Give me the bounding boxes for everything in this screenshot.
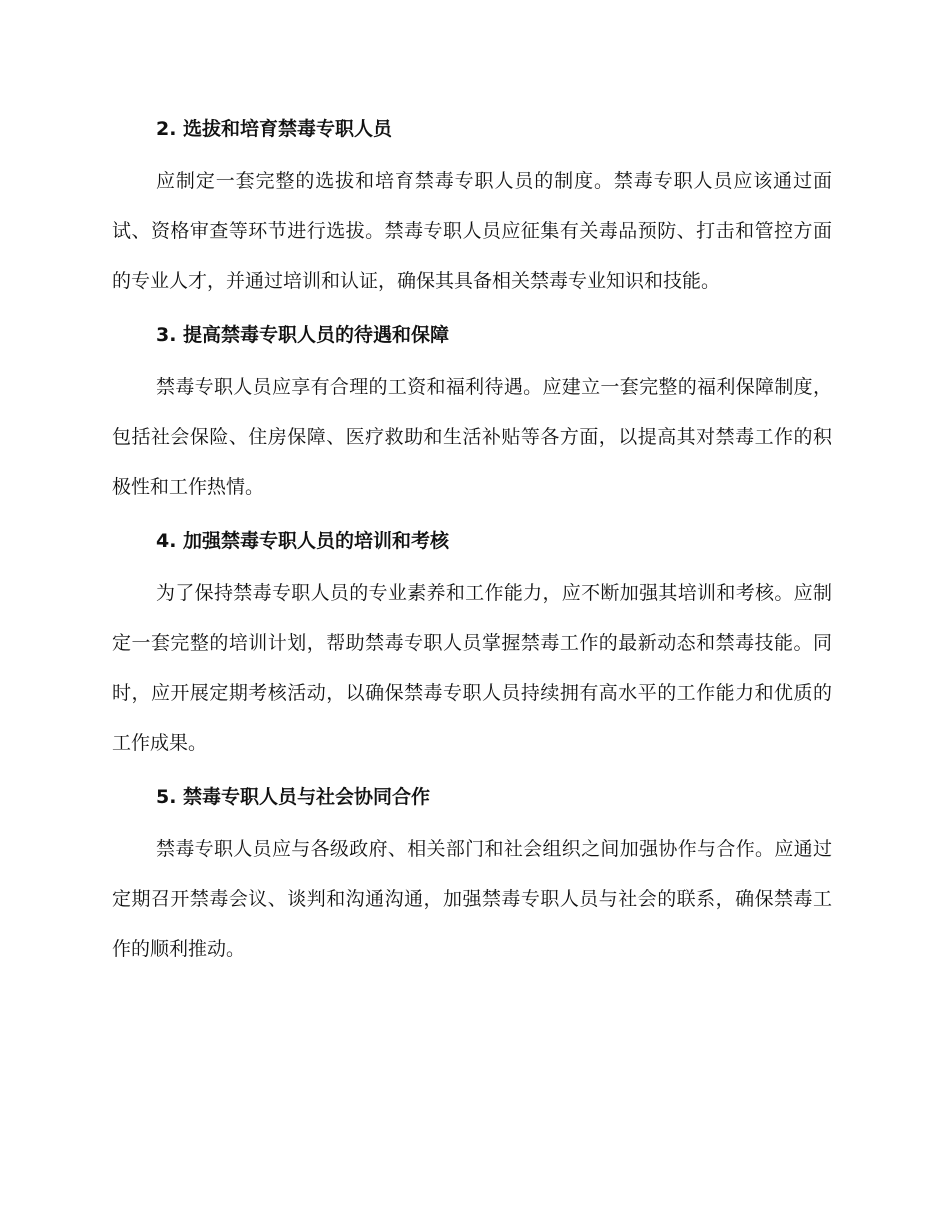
- section-2: [112, 110, 832, 306]
- section-heading: 5. 禁毒专职人员与社会协同合作: [156, 786, 431, 808]
- section-paragraph: 禁毒专职人员应与各级政府、相关部门和社会组织之间加强协作与合作。应通过定期召开禁毒会议、谈判和沟通沟通，加强禁毒专职人员与社会的联系，确保禁毒工作的顺利推动。: [112, 838, 832, 960]
- section-heading: 3. 提高禁毒专职人员的待遇和保障: [156, 324, 450, 346]
- section-paragraph: 为了保持禁毒专职人员的专业素养和工作能力，应不断加强其培训和考核。应制定一套完整的培训计划，帮助禁毒专职人员掌握禁毒工作的最新动态和禁毒技能。同时，应开展定期考核活动，以确保禁毒专职人员持续拥有高水平的工作能力和优质的工作成果。: [112, 582, 832, 754]
- section-heading: 2. 选拔和培育禁毒专职人员: [156, 118, 393, 140]
- document-content: [112, 110, 832, 984]
- section-4: [112, 522, 832, 768]
- section-3: [112, 316, 832, 512]
- section-heading: 4. 加强禁毒专职人员的培训和考核: [156, 530, 450, 552]
- section-paragraph: 禁毒专职人员应享有合理的工资和福利待遇。应建立一套完整的福利保障制度，包括社会保险、住房保障、医疗救助和生活补贴等各方面，以提高其对禁毒工作的积极性和工作热情。: [112, 376, 832, 498]
- section-5: [112, 778, 832, 974]
- section-paragraph: 应制定一套完整的选拔和培育禁毒专职人员的制度。禁毒专职人员应该通过面试、资格审查等环节进行选拔。禁毒专职人员应征集有关毒品预防、打击和管控方面的专业人才，并通过培训和认证，确保其具备相关禁毒专业知识和技能。: [112, 170, 832, 292]
